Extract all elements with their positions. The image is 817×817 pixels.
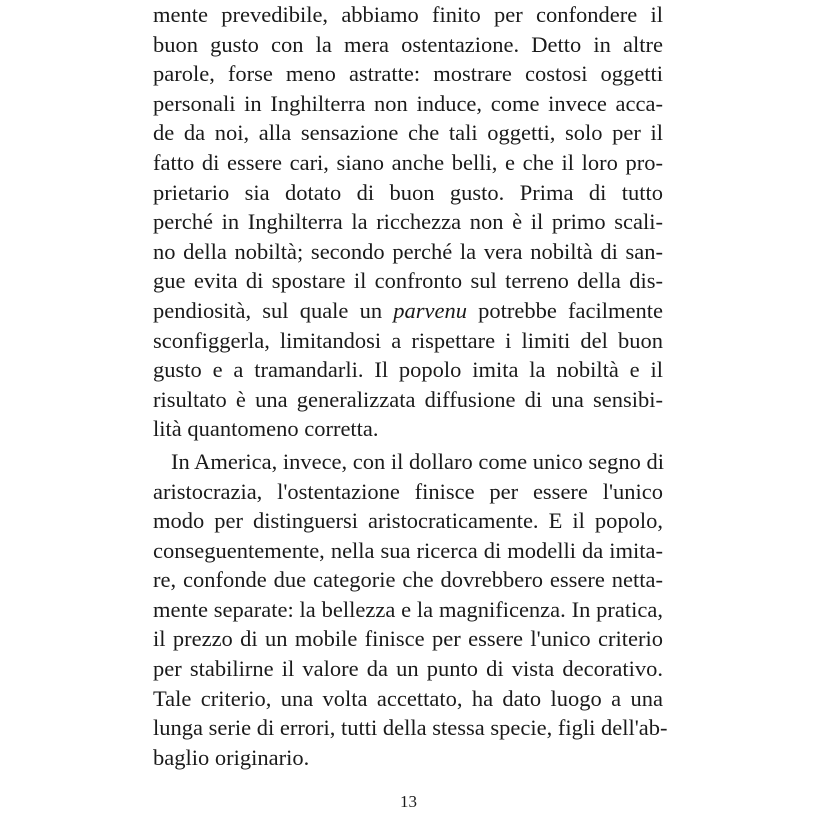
text-line: re, confonde due categorie che dovrebbero essere netta- bbox=[153, 567, 663, 593]
text-line: prietario sia dotato di buon gusto. Prima di tutto bbox=[153, 179, 663, 205]
text-line: baglio originario. bbox=[153, 744, 310, 770]
text-line: de da noi, alla sensazione che tali oggetti, solo per il bbox=[153, 120, 663, 146]
text-line: mente separate: la bellezza e la magnificenza. In pratica, bbox=[153, 596, 663, 622]
text-line: personali in Inghilterra non induce, come invece acca- bbox=[153, 90, 663, 116]
text-line: In America, invece, con il dollaro come unico segno di bbox=[171, 448, 664, 474]
text-line: lunga serie di errori, tutti della stessa specie, figli dell'ab- bbox=[153, 715, 668, 741]
page-number: 13 bbox=[400, 792, 417, 811]
text-line: sconfiggerla, limitandosi a rispettare i limiti del buon bbox=[153, 327, 663, 353]
text-line: Tale criterio, una volta accettato, ha dato luogo a una bbox=[153, 685, 663, 711]
body-text bbox=[153, 0, 668, 772]
text-line: aristocrazia, l'ostentazione finisce per essere l'unico bbox=[153, 478, 663, 504]
text-line: buon gusto con la mera ostentazione. Detto in altre bbox=[153, 31, 663, 57]
text-line: no della nobiltà; secondo perché la vera nobiltà di san- bbox=[153, 238, 663, 264]
text-line: modo per distinguersi aristocraticamente. E il popolo, bbox=[153, 508, 663, 534]
text-line: lità quantomeno corretta. bbox=[153, 416, 379, 442]
italic-word: parvenu bbox=[393, 297, 467, 323]
text-line: risultato è una generalizzata diffusione di una sensibi- bbox=[153, 386, 663, 412]
text-line: gue evita di spostare il confronto sul terreno della dis- bbox=[153, 268, 663, 294]
paragraph-1 bbox=[153, 0, 663, 444]
text-segment: potrebbe facilmente bbox=[467, 297, 663, 323]
text-line: per stabilirne il valore da un punto di vista decorativo. bbox=[153, 656, 663, 682]
text-line: perché in Inghilterra la ricchezza non è il primo scali- bbox=[153, 209, 663, 235]
text-line: fatto di essere cari, siano anche belli, e che il loro pro- bbox=[153, 149, 663, 175]
text-line: il prezzo di un mobile finisce per essere l'unico criterio bbox=[153, 626, 663, 652]
text-line-with-italic bbox=[153, 296, 663, 326]
text-line: parole, forse meno astratte: mostrare costosi oggetti bbox=[153, 61, 663, 87]
text-line: conseguentemente, nella sua ricerca di modelli da imita- bbox=[153, 537, 663, 563]
paragraph-2 bbox=[153, 447, 668, 773]
text-segment: pendiosità, sul quale un bbox=[153, 297, 394, 323]
text-line: mente prevedibile, abbiamo finito per confondere il bbox=[153, 2, 663, 27]
text-line: gusto e a tramandarli. Il popolo imita la nobiltà e il bbox=[153, 357, 663, 383]
